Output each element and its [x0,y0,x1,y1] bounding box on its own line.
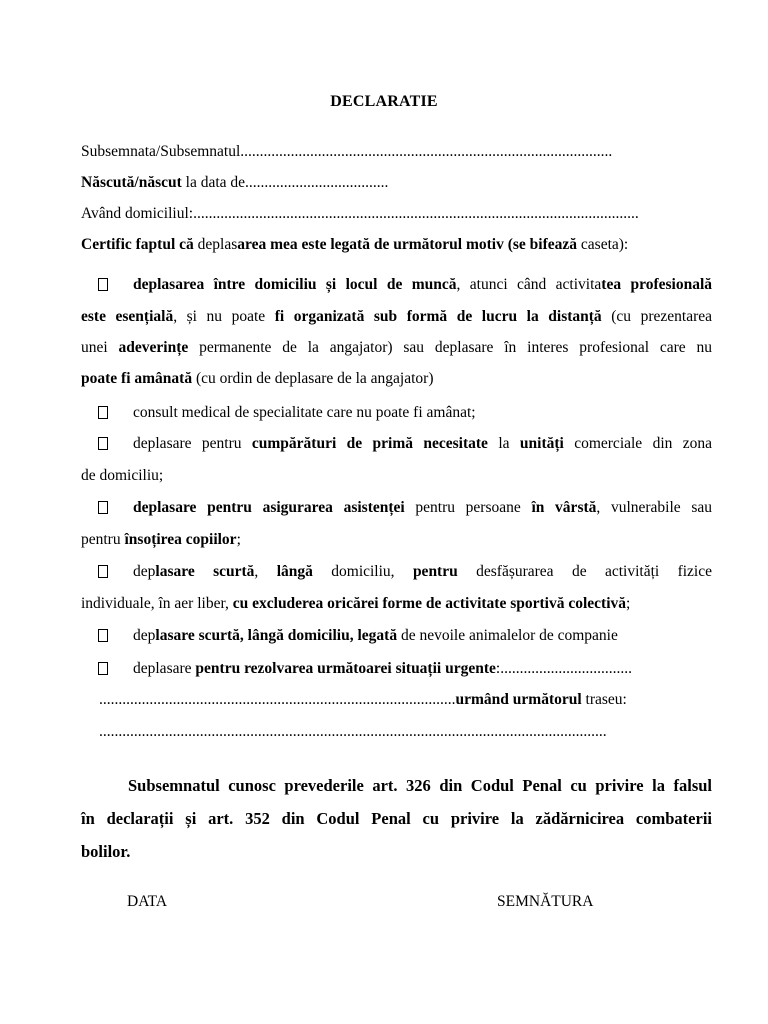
option-text: de nevoile animalelor de companie [397,627,618,644]
option-text: dep [133,627,156,644]
certify-statement [81,235,628,255]
option-shopping-line-2: de domiciliu; [81,467,164,484]
signature-label: SEMNĂTURA [497,893,594,910]
domicile-field [81,204,639,224]
option-text: , și nu poate [173,308,275,325]
certify-text-4: caseta): [580,236,629,253]
option-text: deplasare [133,660,196,677]
option-text: deplasarea între domiciliu și locul de muncă [133,276,457,293]
option-text: desfășurarea de activități fizice [457,563,712,580]
option-work-checkbox[interactable] [98,278,108,291]
option-shopping-line-1 [81,434,712,454]
option-text: deplasare pentru asigurarea asistenței [133,499,405,516]
option-text: însoțirea copiilor [124,531,237,548]
option-medical [81,403,476,423]
option-urgent-line-1 [81,659,632,679]
option-text: tea profesională [601,276,712,293]
option-text: fi organizată sub formă de lucru la distanță [274,308,602,325]
option-text: unități [519,435,564,452]
certify-text-3: area mea este legată de următorul motiv (se bifează [237,236,581,253]
option-text: traseu: [581,691,627,708]
date-label: DATA [127,893,168,910]
legal-statement-line: Subsemnatul cunosc prevederile art. 326 din Codul Penal cu privire la falsul [128,776,712,795]
option-text: adeverințe [118,339,189,356]
certify-text-1: Certific faptul că [81,236,198,253]
domicile-label: Având domiciliul: [81,205,194,222]
option-text: ; [236,531,241,548]
option-text: lângă [276,563,313,580]
option-exercise-line-1 [81,562,712,582]
option-medical-checkbox[interactable] [98,406,108,419]
option-text: dep [133,563,156,580]
option-text: este esențială [81,308,174,325]
option-text: pentru [81,531,125,548]
option-text: lasare scurtă, lângă domiciliu, legată [155,627,398,644]
option-text: , vulnerabile sau [596,499,713,516]
option-work-line-4 [81,369,712,389]
option-text: (cu prezentarea [601,308,713,325]
option-text: , atunci când activita [456,276,602,293]
option-text: urmând următorul [455,691,582,708]
option-pets-checkbox[interactable] [98,629,108,642]
option-text: pentru [412,563,458,580]
option-text: domiciliu, [312,563,413,580]
name-dots: ................................................................................................ [240,143,613,160]
legal-statement-line: în declarații și art. 352 din Codul Penal cu privire la zădărnicirea combaterii [81,809,712,828]
option-text: pentru persoane [404,499,532,516]
option-assistance-line-2 [81,530,241,550]
legal-statement [81,769,712,868]
option-text: :.................................. [495,660,632,677]
option-shopping-checkbox[interactable] [98,437,108,450]
option-urgent-line-2 [99,690,627,710]
option-urgent-line-3: ................................................................................................................................... [99,723,607,740]
born-rest: la data de [181,174,246,191]
option-text: cumpărături de primă necesitate [251,435,488,452]
option-text: în vârstă [531,499,597,516]
option-text: consult medical de specialitate care nu poate fi amânat; [133,404,476,421]
born-dots: ..................................... [245,174,389,191]
option-text: (cu ordin de deplasare de la angajator) [192,370,434,387]
option-work-line-2 [81,307,712,327]
domicile-dots: ................................................................................................................... [193,205,639,222]
option-pets [81,626,618,646]
option-text: individuale, în aer liber, [81,595,233,612]
option-text: , [254,563,277,580]
born-label: Născută/născut [81,174,182,191]
name-label: Subsemnata/Subsemnatul [81,143,241,160]
option-text: comerciale din zona [563,435,713,452]
name-field [81,142,612,162]
option-text: poate fi amânată [81,370,193,387]
option-text: pentru rezolvarea următoarei situații urgente [195,660,496,677]
option-assistance-checkbox[interactable] [98,501,108,514]
option-text: permanente de la angajator) sau deplasare în interes profesional care nu [188,339,713,356]
option-text: lasare scurtă [155,563,255,580]
option-urgent-checkbox[interactable] [98,662,108,675]
option-assistance-line-1 [81,498,712,518]
option-work-line-3 [81,338,712,358]
option-exercise-line-2 [81,594,630,614]
option-text: cu excluderea oricărei forme de activitate sportivă colectivă [232,595,626,612]
route-dots: ............................................................................................ [99,691,456,708]
option-text: deplasare pentru [133,435,252,452]
page-title: DECLARATIE [330,93,438,110]
option-text: ; [626,595,631,612]
option-work-line-1 [81,275,712,295]
option-text: la [487,435,520,452]
option-text: unei [81,339,119,356]
legal-statement-line: bolilor. [81,842,131,861]
birth-date-field [81,173,388,193]
option-exercise-checkbox[interactable] [98,565,108,578]
certify-text-2: deplas [197,236,238,253]
